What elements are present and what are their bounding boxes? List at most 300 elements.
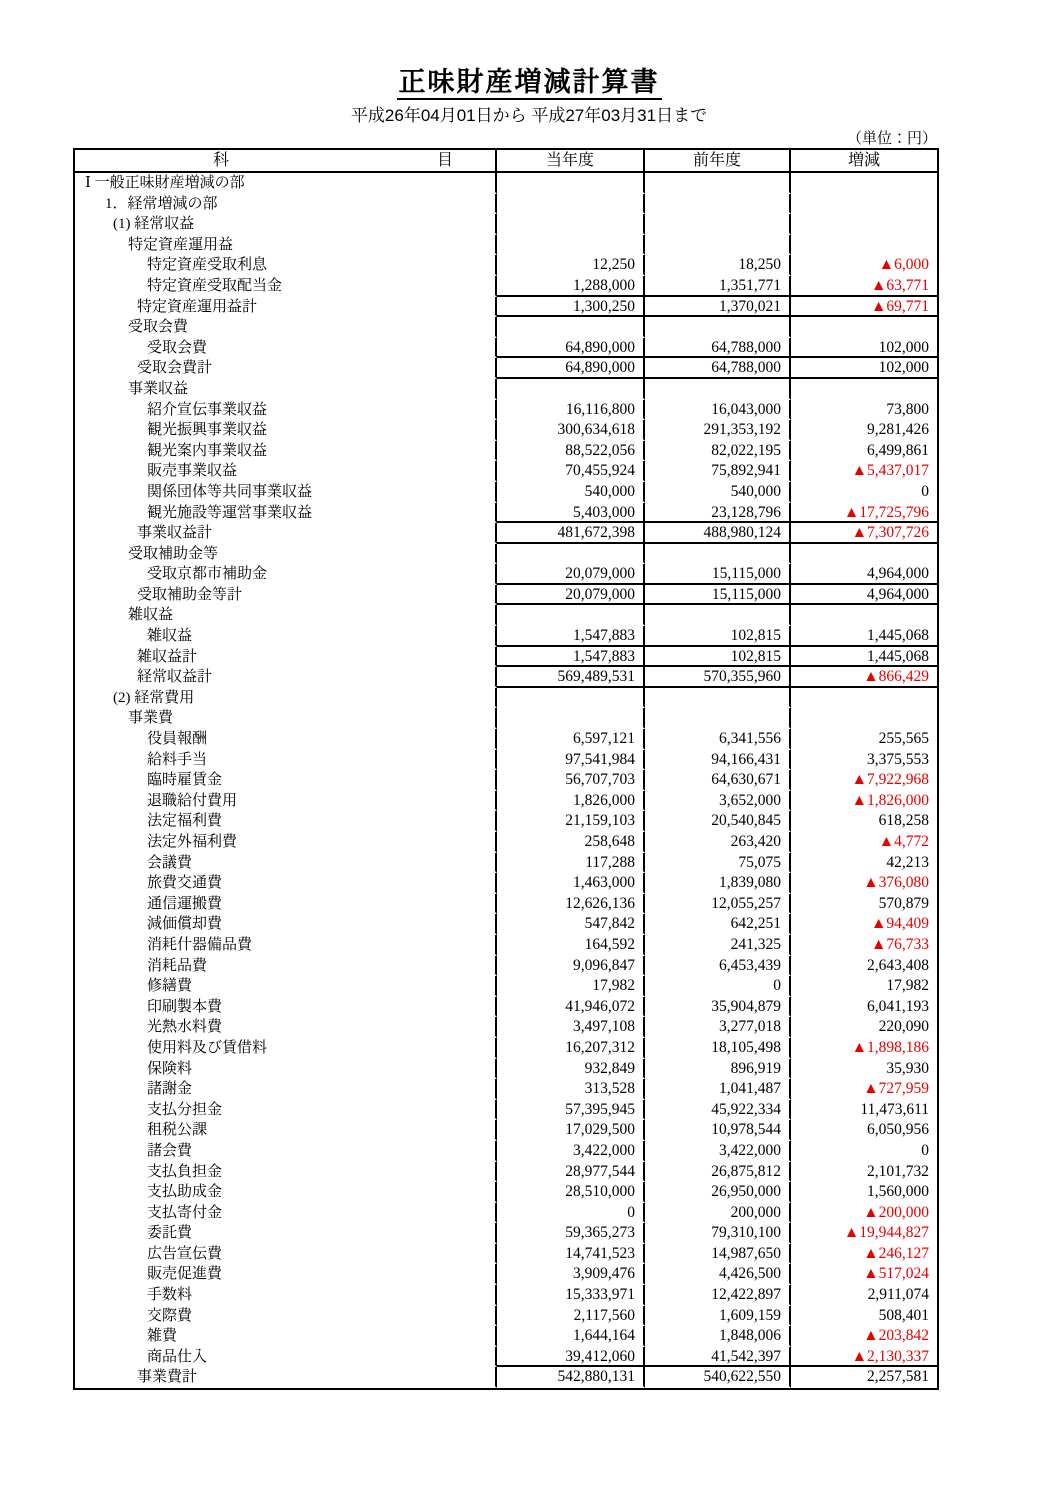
previous-year-value [645, 173, 791, 194]
table-row [75, 564, 937, 585]
previous-year-value: 26,875,812 [645, 1162, 791, 1183]
change-value: ▲6,000 [878, 256, 929, 274]
table-row [75, 605, 937, 626]
previous-year-value: 200,000 [645, 1203, 791, 1224]
row-label: 紹介宣伝事業収益 [75, 400, 497, 421]
previous-year-value: 6,341,556 [645, 729, 791, 750]
previous-year-value: 1,041,487 [645, 1079, 791, 1100]
current-year-value: 1,288,000 [497, 276, 645, 297]
table-row [75, 1059, 937, 1080]
current-year-value: 21,159,103 [497, 811, 645, 832]
current-year-value [497, 317, 645, 338]
table-row [75, 173, 937, 194]
table-row [75, 914, 937, 935]
row-label: 雑費 [75, 1326, 497, 1347]
change-value [791, 544, 937, 565]
previous-year-value: 15,115,000 [645, 585, 791, 606]
change-value [791, 605, 937, 626]
previous-year-value: 4,426,500 [645, 1264, 791, 1285]
previous-year-value: 0 [645, 976, 791, 997]
row-label: 受取補助金等計 [75, 585, 497, 606]
row-label: 観光振興事業収益 [75, 420, 497, 441]
current-year-value: 258,648 [497, 832, 645, 853]
change-value: 2,257,581 [867, 1368, 929, 1386]
table-row [75, 873, 937, 894]
row-label: 臨時雇賃金 [75, 770, 497, 791]
row-label: 印刷製本費 [75, 997, 497, 1018]
change-value: ▲5,437,017 [851, 462, 929, 480]
change-value: ▲246,127 [863, 1244, 929, 1262]
current-year-value: 9,096,847 [497, 956, 645, 977]
table-row [75, 956, 937, 977]
row-label: 支払寄付金 [75, 1203, 497, 1224]
row-label: 交際費 [75, 1306, 497, 1327]
change-value: ▲63,771 [791, 276, 937, 297]
current-year-value: 57,395,945 [497, 1100, 645, 1121]
table-row [75, 997, 937, 1018]
row-label: (2) 経常費用 [75, 688, 497, 709]
table-row [75, 1182, 937, 1203]
page-title-text: 正味財産増減計算書 [397, 67, 662, 100]
change-value: 6,050,956 [867, 1121, 929, 1139]
table-row [75, 1367, 937, 1388]
change-value: 1,445,068 [791, 647, 937, 668]
table-row [75, 976, 937, 997]
current-year-value: 540,000 [497, 482, 645, 503]
table-row [75, 1223, 937, 1244]
change-value: 3,375,553 [867, 750, 929, 768]
row-label: 商品仕入 [75, 1347, 497, 1368]
previous-year-value: 1,609,159 [645, 1306, 791, 1327]
change-value: 1,445,068 [791, 626, 937, 647]
row-label: 関係団体等共同事業収益 [75, 482, 497, 503]
table-row [75, 420, 937, 441]
row-label: 会議費 [75, 853, 497, 874]
row-label: 経常収益計 [75, 667, 497, 688]
current-year-value: 16,207,312 [497, 1038, 645, 1059]
previous-year-value: 642,251 [645, 914, 791, 935]
previous-year-value: 15,115,000 [645, 564, 791, 585]
current-year-value: 56,707,703 [497, 770, 645, 791]
previous-year-value: 12,422,897 [645, 1285, 791, 1306]
table-row [75, 1079, 937, 1100]
previous-year-value: 241,325 [645, 935, 791, 956]
previous-year-value: 82,022,195 [645, 441, 791, 462]
previous-year-value [645, 379, 791, 400]
previous-year-value: 16,043,000 [645, 400, 791, 421]
current-year-value: 64,890,000 [497, 358, 645, 379]
current-year-value: 88,522,056 [497, 441, 645, 462]
row-label: 退職給付費用 [75, 791, 497, 812]
change-value [791, 173, 937, 194]
table-row [75, 1203, 937, 1224]
change-value: ▲1,898,186 [851, 1038, 929, 1056]
row-label: 受取補助金等 [75, 544, 497, 565]
row-label: 消耗品費 [75, 956, 497, 977]
current-year-value: 14,741,523 [497, 1244, 645, 1265]
page-title [0, 60, 1058, 99]
change-value: 17,982 [886, 977, 929, 995]
row-label: 1．経常増減の部 [75, 194, 497, 215]
row-label: Ⅰ 一般正味財産増減の部 [75, 173, 497, 194]
previous-year-value: 3,652,000 [645, 791, 791, 812]
current-year-value [497, 605, 645, 626]
row-label: 受取会費 [75, 338, 497, 359]
row-label: 事業収益 [75, 379, 497, 400]
row-label: 法定外福利費 [75, 832, 497, 853]
table-row [75, 688, 937, 709]
report-period: 平成26年04月01日から 平成27年03月31日まで [350, 106, 708, 125]
previous-year-value [645, 544, 791, 565]
previous-year-value: 10,978,544 [645, 1120, 791, 1141]
change-value [791, 379, 937, 400]
current-year-value [497, 194, 645, 215]
row-label: 事業費 [75, 708, 497, 729]
current-year-value: 5,403,000 [497, 503, 645, 524]
current-year-value: 0 [497, 1203, 645, 1224]
row-label: 減価償却費 [75, 914, 497, 935]
previous-year-value: 75,892,941 [645, 461, 791, 482]
current-year-value: 28,510,000 [497, 1182, 645, 1203]
table-row [75, 708, 937, 729]
previous-year-value: 1,839,080 [645, 873, 791, 894]
table-row [75, 461, 937, 482]
change-value: ▲94,409 [871, 915, 929, 933]
current-year-value: 481,672,398 [497, 523, 645, 544]
table-row [75, 585, 937, 606]
current-year-value: 6,597,121 [497, 729, 645, 750]
row-label: 支払分担金 [75, 1100, 497, 1121]
change-value: ▲2,130,337 [791, 1347, 937, 1368]
table-row [75, 853, 937, 874]
change-value: 11,473,611 [860, 1100, 929, 1118]
change-value: 570,879 [878, 894, 929, 912]
table-row [75, 379, 937, 400]
table-header-row [75, 150, 937, 173]
table-row [75, 400, 937, 421]
current-year-value [497, 379, 645, 400]
row-label: 受取会費 [75, 317, 497, 338]
current-year-value [497, 214, 645, 235]
table-row [75, 1306, 937, 1327]
current-year-value: 3,497,108 [497, 1017, 645, 1038]
row-label: (1) 経常収益 [75, 214, 497, 235]
table-row [75, 1347, 937, 1368]
header-item-column [75, 150, 497, 171]
row-label: 修繕費 [75, 976, 497, 997]
table-row [75, 544, 937, 565]
previous-year-value: 18,105,498 [645, 1038, 791, 1059]
previous-year-value: 488,980,124 [645, 523, 791, 544]
change-value: ▲19,944,827 [843, 1224, 929, 1242]
table-body [75, 173, 937, 1388]
previous-year-value [645, 605, 791, 626]
current-year-value: 3,909,476 [497, 1264, 645, 1285]
table-row [75, 297, 937, 318]
table-row [75, 1038, 937, 1059]
header-item-left: 科 [213, 152, 230, 169]
change-value: 0 [921, 1141, 929, 1159]
table-row [75, 1326, 937, 1347]
table-row [75, 358, 937, 379]
previous-year-value: 1,848,006 [645, 1326, 791, 1347]
row-label: 給料手当 [75, 750, 497, 771]
change-value: ▲69,771 [791, 297, 937, 318]
change-value: 6,499,861 [867, 441, 929, 459]
previous-year-value: 35,904,879 [645, 997, 791, 1018]
change-value: ▲17,725,796 [791, 503, 937, 524]
row-label: 支払助成金 [75, 1182, 497, 1203]
table-row [75, 441, 937, 462]
current-year-value: 64,890,000 [497, 338, 645, 359]
header-previous-year: 前年度 [645, 150, 791, 171]
current-year-value: 932,849 [497, 1059, 645, 1080]
change-value: 220,090 [878, 1018, 929, 1036]
table-row [75, 626, 937, 647]
current-year-value: 2,117,560 [497, 1306, 645, 1327]
row-label: 光熱水料費 [75, 1017, 497, 1038]
previous-year-value: 3,422,000 [645, 1141, 791, 1162]
row-label: 支払負担金 [75, 1162, 497, 1183]
previous-year-value: 64,788,000 [645, 358, 791, 379]
row-label: 特定資産運用益計 [75, 297, 497, 318]
table-row [75, 894, 937, 915]
row-label: 広告宣伝費 [75, 1244, 497, 1265]
row-label: 特定資産運用益 [75, 235, 497, 256]
table-row [75, 1100, 937, 1121]
table-row [75, 811, 937, 832]
change-value: 508,401 [878, 1306, 929, 1324]
change-value: ▲200,000 [863, 1203, 929, 1221]
unit-label: （単位：円） [846, 130, 937, 147]
current-year-value [497, 235, 645, 256]
row-label: 観光案内事業収益 [75, 441, 497, 462]
row-label: 消耗什器備品費 [75, 935, 497, 956]
table-row [75, 1162, 937, 1183]
previous-year-value [645, 214, 791, 235]
previous-year-value: 1,351,771 [645, 276, 791, 297]
current-year-value: 15,333,971 [497, 1285, 645, 1306]
row-label: 雑収益 [75, 626, 497, 647]
current-year-value: 300,634,618 [497, 420, 645, 441]
previous-year-value [645, 317, 791, 338]
current-year-value: 41,946,072 [497, 997, 645, 1018]
change-value [791, 235, 937, 256]
table-row [75, 770, 937, 791]
current-year-value [497, 708, 645, 729]
change-value: 102,000 [791, 358, 937, 379]
row-label: 委託費 [75, 1223, 497, 1244]
change-value: 0 [921, 482, 929, 500]
table-row [75, 214, 937, 235]
previous-year-value: 41,542,397 [645, 1347, 791, 1368]
statement-table [73, 148, 939, 1390]
previous-year-value: 896,919 [645, 1059, 791, 1080]
current-year-value: 16,116,800 [497, 400, 645, 421]
change-value: ▲7,922,968 [851, 771, 929, 789]
row-label: 事業収益計 [75, 523, 497, 544]
previous-year-value: 570,355,960 [645, 667, 791, 688]
row-label: 雑収益計 [75, 647, 497, 668]
table-row [75, 1244, 937, 1265]
current-year-value: 28,977,544 [497, 1162, 645, 1183]
change-value: 2,643,408 [867, 956, 929, 974]
previous-year-value [645, 688, 791, 709]
current-year-value: 1,547,883 [497, 647, 645, 668]
table-row [75, 523, 937, 544]
change-value: 4,964,000 [791, 564, 937, 585]
previous-year-value: 26,950,000 [645, 1182, 791, 1203]
row-label: 販売促進費 [75, 1264, 497, 1285]
change-value: ▲7,307,726 [791, 523, 937, 544]
table-row [75, 317, 937, 338]
previous-year-value: 263,420 [645, 832, 791, 853]
current-year-value: 12,250 [497, 255, 645, 276]
change-value [791, 688, 937, 709]
current-year-value: 20,079,000 [497, 585, 645, 606]
change-value [791, 708, 937, 729]
current-year-value: 1,547,883 [497, 626, 645, 647]
row-label: 旅費交通費 [75, 873, 497, 894]
current-year-value: 569,489,531 [497, 667, 645, 688]
current-year-value: 39,412,060 [497, 1347, 645, 1368]
previous-year-value [645, 235, 791, 256]
current-year-value: 3,422,000 [497, 1141, 645, 1162]
current-year-value: 12,626,136 [497, 894, 645, 915]
previous-year-value: 540,000 [645, 482, 791, 503]
change-value: ▲727,959 [863, 1080, 929, 1098]
change-value: 102,000 [791, 338, 937, 359]
row-label: 租税公課 [75, 1120, 497, 1141]
previous-year-value [645, 194, 791, 215]
change-value: 73,800 [886, 400, 929, 418]
table-row [75, 482, 937, 503]
change-value: 42,213 [886, 853, 929, 871]
header-item-right: 目 [437, 152, 454, 169]
previous-year-value: 102,815 [645, 626, 791, 647]
change-value [791, 194, 937, 215]
table-row [75, 1120, 937, 1141]
current-year-value: 1,463,000 [497, 873, 645, 894]
row-label: 諸会費 [75, 1141, 497, 1162]
row-label: 諸謝金 [75, 1079, 497, 1100]
table-row [75, 647, 937, 668]
previous-year-value [645, 708, 791, 729]
row-label: 使用料及び賃借料 [75, 1038, 497, 1059]
change-value: ▲866,429 [791, 667, 937, 688]
current-year-value: 17,982 [497, 976, 645, 997]
table-row [75, 1017, 937, 1038]
change-value: ▲376,080 [863, 874, 929, 892]
row-label: 通信運搬費 [75, 894, 497, 915]
current-year-value: 547,842 [497, 914, 645, 935]
change-value: 618,258 [878, 812, 929, 830]
change-value: 255,565 [878, 730, 929, 748]
previous-year-value: 20,540,845 [645, 811, 791, 832]
current-year-value: 70,455,924 [497, 461, 645, 482]
current-year-value: 1,644,164 [497, 1326, 645, 1347]
change-value [791, 214, 937, 235]
current-year-value: 313,528 [497, 1079, 645, 1100]
table-row [75, 832, 937, 853]
row-label: 特定資産受取配当金 [75, 276, 497, 297]
change-value: ▲203,842 [863, 1327, 929, 1345]
row-label: 販売事業収益 [75, 461, 497, 482]
previous-year-value: 102,815 [645, 647, 791, 668]
current-year-value: 97,541,984 [497, 750, 645, 771]
table-row [75, 935, 937, 956]
change-value: ▲517,024 [863, 1265, 929, 1283]
row-label: 受取京都市補助金 [75, 564, 497, 585]
row-label: 事業費計 [75, 1367, 497, 1388]
change-value: 35,930 [886, 1059, 929, 1077]
previous-year-value: 18,250 [645, 255, 791, 276]
previous-year-value: 6,453,439 [645, 956, 791, 977]
previous-year-value: 291,353,192 [645, 420, 791, 441]
table-row [75, 667, 937, 688]
change-value: 4,964,000 [791, 585, 937, 606]
current-year-value [497, 688, 645, 709]
change-value: 9,281,426 [867, 421, 929, 439]
previous-year-value: 540,622,550 [645, 1367, 791, 1388]
change-value: 1,560,000 [867, 1183, 929, 1201]
table-row [75, 1285, 937, 1306]
change-value: 2,101,732 [867, 1162, 929, 1180]
row-label: 観光施設等運営事業収益 [75, 503, 497, 524]
previous-year-value: 23,128,796 [645, 503, 791, 524]
previous-year-value: 64,788,000 [645, 338, 791, 359]
table-row [75, 194, 937, 215]
change-value: ▲1,826,000 [851, 791, 929, 809]
current-year-value [497, 173, 645, 194]
table-row [75, 750, 937, 771]
change-value: ▲76,733 [871, 935, 929, 953]
header-current-year: 当年度 [497, 150, 645, 171]
previous-year-value: 64,630,671 [645, 770, 791, 791]
row-label: 雑収益 [75, 605, 497, 626]
change-value: 2,911,074 [867, 1286, 929, 1304]
current-year-value: 1,300,250 [497, 297, 645, 318]
row-label: 受取会費計 [75, 358, 497, 379]
row-label: 保険料 [75, 1059, 497, 1080]
table-row [75, 338, 937, 359]
current-year-value: 542,880,131 [497, 1367, 645, 1388]
table-row [75, 791, 937, 812]
table-row [75, 235, 937, 256]
row-label: 手数料 [75, 1285, 497, 1306]
previous-year-value: 14,987,650 [645, 1244, 791, 1265]
table-row [75, 1264, 937, 1285]
change-value: ▲4,772 [878, 833, 929, 850]
table-row [75, 729, 937, 750]
table-row [75, 276, 937, 297]
change-value: 6,041,193 [867, 997, 929, 1015]
header-change: 増減 [847, 152, 880, 169]
row-label: 特定資産受取利息 [75, 255, 497, 276]
previous-year-value: 12,055,257 [645, 894, 791, 915]
table-row [75, 503, 937, 524]
current-year-value: 164,592 [497, 935, 645, 956]
row-label: 役員報酬 [75, 729, 497, 750]
table-row [75, 1141, 937, 1162]
change-value [791, 317, 937, 338]
previous-year-value: 45,922,334 [645, 1100, 791, 1121]
current-year-value: 17,029,500 [497, 1120, 645, 1141]
previous-year-value: 75,075 [645, 853, 791, 874]
row-label: 法定福利費 [75, 811, 497, 832]
current-year-value: 59,365,273 [497, 1223, 645, 1244]
previous-year-value: 94,166,431 [645, 750, 791, 771]
